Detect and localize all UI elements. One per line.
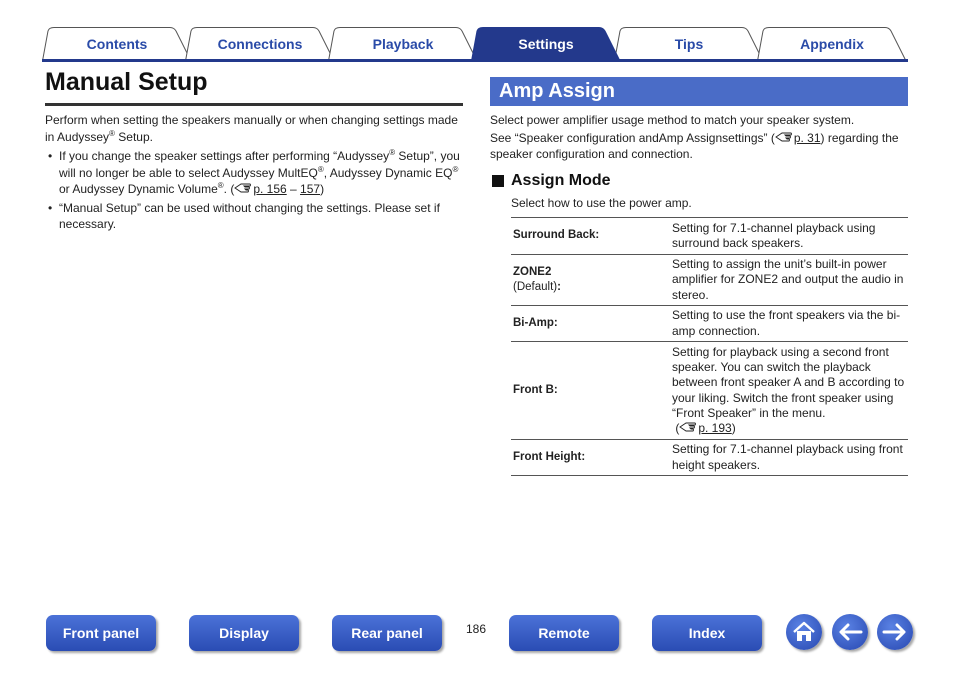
title-divider [45, 103, 463, 106]
option-default: (Default) [513, 281, 558, 293]
index-button[interactable]: Index [652, 615, 762, 651]
table-row [511, 255, 908, 306]
tab-contents[interactable] [42, 27, 192, 61]
tab-label: Playback [372, 36, 434, 52]
tab-label: Contents [86, 36, 148, 52]
front-panel-button[interactable]: Front panel [46, 615, 156, 651]
option-description: Setting for 7.1-channel playback using front height speakers. [670, 440, 908, 476]
forward-button[interactable] [877, 614, 913, 650]
tab-playback[interactable] [328, 27, 478, 61]
tab-underline [42, 59, 908, 62]
option-name: Surround Back: [513, 229, 600, 242]
pointing-hand-icon [234, 182, 252, 194]
subsection-title [492, 172, 611, 190]
ref-text: See “Speaker configuration andAmp Assignsettings” ( [490, 131, 775, 145]
note-text: “Manual Setup” can be used without changing the settings. Please set if necessary. [59, 200, 440, 231]
amp-reference [490, 130, 910, 162]
intro-text: Perform when setting the speakers manually or when changing settings made in Audyssey [45, 113, 458, 144]
option-name: Bi-Amp: [513, 316, 558, 329]
note-text: , Audyssey Dynamic EQ [323, 165, 453, 180]
tab-tips[interactable] [614, 27, 764, 61]
pointing-hand-icon [775, 131, 793, 143]
subsection-description: Select how to use the power amp. [511, 196, 692, 210]
tab-connections[interactable] [185, 27, 335, 61]
pointing-hand-icon [679, 421, 697, 433]
arrow-right-icon [882, 622, 908, 642]
option-description [670, 342, 908, 440]
option-key [511, 342, 670, 440]
table-row [511, 218, 908, 255]
amp-intro: Select power amplifier usage method to match your speaker system. [490, 113, 855, 127]
intro-paragraph [45, 112, 465, 145]
table-row [511, 342, 908, 440]
page-number: 186 [466, 622, 487, 636]
top-tab-bar [42, 27, 908, 61]
list-item [45, 200, 465, 233]
back-button[interactable] [832, 614, 868, 650]
note-text: or Audyssey Dynamic Volume [59, 182, 218, 196]
rear-panel-button[interactable]: Rear panel [332, 615, 442, 651]
registered-mark: ® [317, 164, 324, 174]
registered-mark: ® [452, 164, 459, 174]
intro-text-end: Setup. [114, 129, 153, 144]
option-key [511, 306, 670, 342]
option-description: Setting for 7.1-channel playback using surround back speakers. [670, 218, 908, 255]
tab-label: Tips [674, 36, 704, 52]
left-body [45, 112, 465, 235]
section-title: Amp Assign [490, 77, 908, 106]
option-colon: : [557, 281, 561, 293]
option-name: Front B: [513, 383, 558, 396]
home-icon [792, 621, 816, 643]
page-title: Manual Setup [45, 68, 208, 96]
note-text: Setup”, you will no longer be able to select Audyssey MultEQ [59, 149, 460, 180]
bullet: • [48, 149, 53, 163]
subsection-title-text: Assign Mode [511, 172, 611, 189]
tab-label: Appendix [800, 36, 864, 52]
option-key [511, 255, 670, 306]
tab-appendix[interactable] [757, 27, 907, 61]
tab-label: Settings [518, 36, 574, 52]
option-description: Setting to assign the unit’s built-in power amplifier for ZONE2 and output the audio in stereo. [670, 255, 908, 306]
page-157-link[interactable]: 157 [300, 182, 321, 196]
assign-mode-table [511, 217, 908, 476]
tab-settings[interactable] [471, 27, 621, 61]
option-key [511, 440, 670, 476]
arrow-left-icon [837, 622, 863, 642]
note-text: . ( [223, 182, 235, 196]
display-button[interactable]: Display [189, 615, 299, 651]
option-name: ZONE2 [513, 265, 552, 278]
right-body [490, 112, 910, 164]
option-name: Front Height: [513, 450, 586, 463]
paren-close: ) [731, 421, 736, 436]
table-row [511, 306, 908, 342]
bullet: • [48, 200, 53, 215]
ref-text-end: ) regarding the speaker configuration and connection. [490, 131, 899, 161]
option-description: Setting to use the front speakers via the bi-amp connection. [670, 306, 908, 342]
option-description-text: Setting for playback using a second front speaker. You can switch the playback between front speaker A and B according to your liking. Switch the front speaker using “Front Speaker” in the menu. [672, 344, 905, 420]
square-bullet-icon [492, 175, 504, 187]
option-key [511, 218, 670, 255]
registered-mark: ® [217, 181, 224, 190]
notes-list [45, 148, 465, 233]
remote-button[interactable]: Remote [509, 615, 619, 651]
dash: – [286, 182, 301, 196]
paren-open: ( [675, 421, 680, 436]
page-156-link[interactable]: p. 156 [253, 182, 287, 196]
note-text: If you change the speaker settings after performing “Audyssey [59, 149, 390, 163]
tab-label: Connections [217, 36, 303, 52]
list-item [45, 148, 465, 198]
page-193-link[interactable]: p. 193 [698, 421, 732, 436]
page-31-link[interactable]: p. 31 [793, 131, 821, 145]
registered-mark: ® [109, 128, 115, 138]
home-button[interactable] [786, 614, 822, 650]
paren-close: ) [320, 182, 325, 196]
table-row [511, 440, 908, 476]
registered-mark: ® [389, 148, 396, 157]
